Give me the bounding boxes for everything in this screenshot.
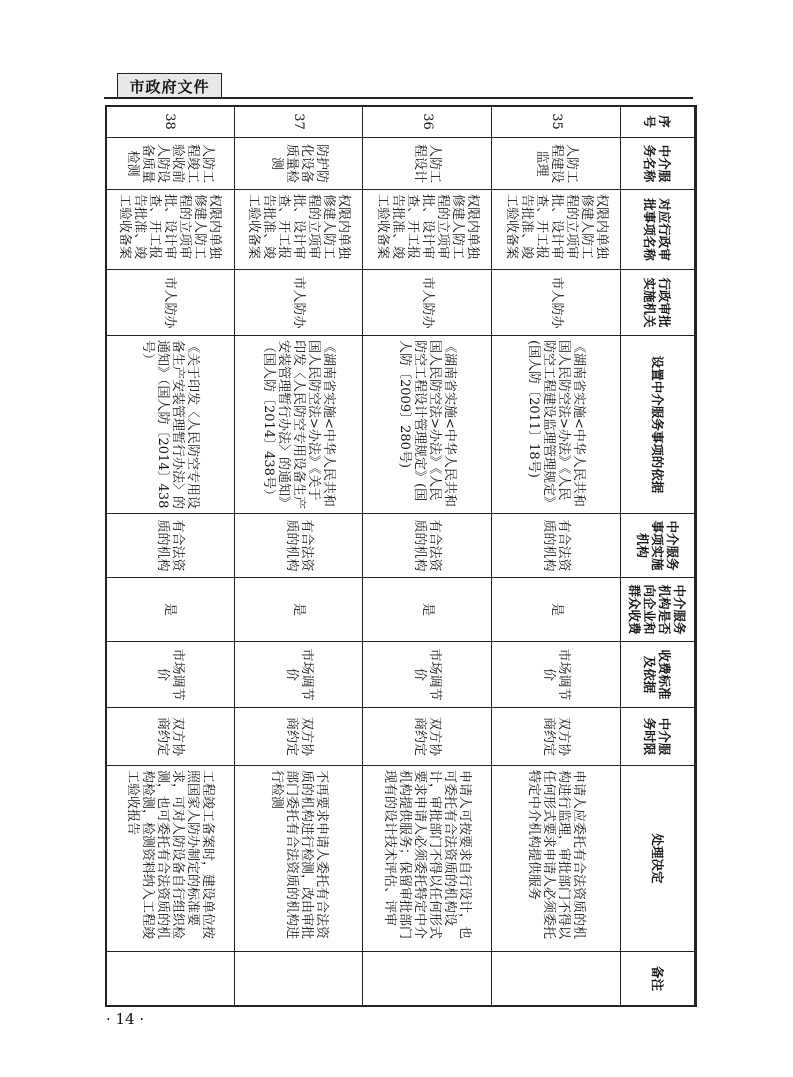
table-row [106,106,235,1006]
cell-no: 37 [234,106,363,138]
cell-service-name: 人防工程设计 [363,138,492,190]
cell-authority: 市人防办 [106,270,235,336]
cell-agency: 有合法资质的机构 [492,514,621,578]
cell-fee: 市场调节价 [492,642,621,708]
cell-charge: 是 [363,578,492,642]
cell-remark [363,952,492,1006]
cell-remark [106,952,235,1006]
cell-fee: 市场调节价 [234,642,363,708]
cell-agency: 有合法资质的机构 [234,514,363,578]
col-header-basis: 设置中介服务事项的依据 [621,336,695,514]
col-header-authority: 行政审批实施机关 [621,270,695,336]
col-header-decision: 处理决定 [621,766,695,952]
cell-basis: 《湖南省实施<中华人民共和国人民防空法>办法》《人民防空工程建设监理管理规定》(国人防〔2011〕18号) [492,336,621,514]
col-header-no: 序号 [621,106,695,138]
table-row [234,106,363,1006]
cell-basis: 《湖南省实施<中华人民共和国人民防空法>办法》《人民防空工程设计管理规定》(国人防〔2009〕280号) [363,336,492,514]
cell-approval-item: 权限内单独修建人防工程的立项审批、设计审查、开工报告批准、竣工验收备案 [234,190,363,270]
col-header-remark: 备注 [621,952,695,1006]
cell-basis: 《湖南省实施<中华人民共和国人民防空法>办法》《关于印发〈人民防空专用设备生产安装管理暂行办法〉的通知》（国人防〔2014〕438号） [234,336,363,514]
cell-service-name: 防护防化设备质量检测 [234,138,363,190]
cell-agency: 有合法资质的机构 [363,514,492,578]
cell-decision: 申请人可按要求自行设计，也可委托有合法资质的机构设计，审批部门不得以任何形式要求申请人必须委托特定中介机构提供服务；保留审批部门现有的设计技术评估、评审 [363,766,492,952]
cell-approval-item: 权限内单独修建人防工程的立项审批、设计审查、开工报告批准、竣工验收备案 [492,190,621,270]
cell-decision: 工程竣工备案时，建设单位按照国家人防办制定的标准要求，可对人防设备自行组织检测，也可委托有合法资质的机构检测，检测资料纳入工程竣工验收报告 [106,766,235,952]
cell-basis: 《关于印发〈人民防空专用设备生产安装管理暂行办法〉的通知》（国人防〔2014〕438号） [106,336,235,514]
cell-time: 双方协商约定 [363,708,492,766]
cell-decision: 不再要求申请人委托有合法资质的机构进行检测，改由审批部门委托有合法资质的机构进行检测 [234,766,363,952]
intermediary-services-table [105,105,695,1005]
cell-time: 双方协商约定 [234,708,363,766]
page-number: · 14 · [106,1010,145,1028]
cell-decision: 申请人应委托有合法资质的机构进行监理，审批部门不得以任何形式要求申请人必须委托特定中介机构提供服务 [492,766,621,952]
cell-time: 双方协商约定 [492,708,621,766]
cell-no: 38 [106,106,235,138]
cell-service-name: 人防工程建设监理 [492,138,621,190]
cell-authority: 市人防办 [234,270,363,336]
cell-service-name: 人防工程竣工验收前人防设备质量检测 [106,138,235,190]
cell-approval-item: 权限内单独修建人防工程的立项审批、设计审查、开工报告批准、竣工验收备案 [363,190,492,270]
cell-fee: 市场调节价 [106,642,235,708]
cell-no: 35 [492,106,621,138]
cell-time: 双方协商约定 [106,708,235,766]
table-row [492,106,621,1006]
table-container [105,105,695,1005]
cell-charge: 是 [106,578,235,642]
cell-fee: 市场调节价 [363,642,492,708]
cell-remark [234,952,363,1006]
cell-agency: 有合法资质的机构 [106,514,235,578]
cell-approval-item: 权限内单独修建人防工程的立项审批、设计审查、开工报告批准、竣工验收备案 [106,190,235,270]
cell-authority: 市人防办 [363,270,492,336]
cell-authority: 市人防办 [492,270,621,336]
document-header-label: 市政府文件 [117,73,222,99]
col-header-fee: 收费标准及依据 [621,642,695,708]
col-header-service-name: 中介服务名称 [621,138,695,190]
header-divider [104,97,693,99]
cell-remark [492,952,621,1006]
table-header-row [621,106,695,1006]
col-header-approval-item: 对应行政审批事项名称 [621,190,695,270]
cell-charge: 是 [234,578,363,642]
cell-charge: 是 [492,578,621,642]
col-header-charge: 中介服务机构是否向企业和群众收费 [621,578,695,642]
col-header-time: 中介服务时限 [621,708,695,766]
cell-no: 36 [363,106,492,138]
col-header-agency: 中介服务事项实施机构 [621,514,695,578]
table-row [363,106,492,1006]
